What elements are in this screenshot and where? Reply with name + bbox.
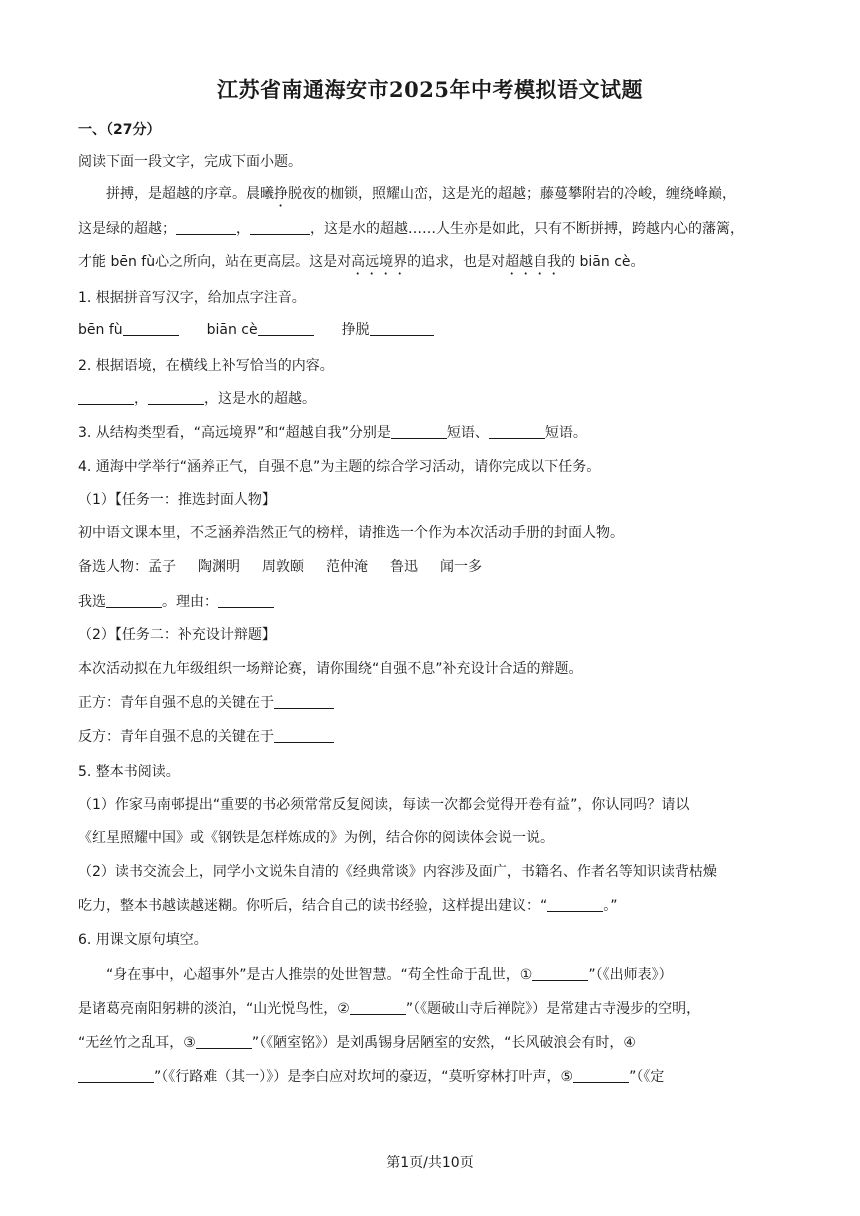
answer-blank[interactable]: [350, 1000, 406, 1015]
q6-line-4: ”（《行路难（其一）》）是李白应对坎坷的豪迈，“莫听穿林打叶声，⑤ ”（《定: [78, 1067, 788, 1087]
q5-part-2-line-2: 吃力，整本书越读越迷糊。你听后，结合自己的读书经验，这样提出建议：“ 。”: [78, 898, 618, 914]
section-heading: 一、（27分）: [78, 122, 161, 138]
con-side: 反方：青年自强不息的关键在于: [78, 727, 788, 747]
answer-blank[interactable]: [391, 424, 447, 439]
answer-blank[interactable]: [274, 728, 334, 743]
candidate: 闻一多: [440, 559, 482, 575]
q5-part-2-line-1: （2）读书交流会上，同学小文说朱自清的《经典常谈》内容涉及面广，书籍名、作者名等知识读背枯燥: [78, 864, 717, 880]
answer-blank[interactable]: [176, 220, 236, 235]
page-number: 第1页/共10页: [386, 1155, 474, 1171]
passage-line-1: 拼搏，是超越的序章。晨曦挣脱夜的枷锁，照耀山峦，这是光的超越；藤蔓攀附岩的冷峻，缠绕峰巅，: [106, 186, 736, 202]
answer-blank[interactable]: [547, 897, 603, 912]
question-5: 5. 整本书阅读。: [78, 764, 180, 780]
passage-line-3: 才能 bēn fù心之所向，站在更高层。这是对高远境界的追求，也是对超越自我的 biān cè。: [78, 254, 645, 270]
task-1-heading: （1）【任务一：推选封面人物】: [78, 492, 276, 508]
answer-blank[interactable]: [250, 220, 310, 235]
choice-line: 我选 。理由：: [78, 592, 788, 612]
answer-blank[interactable]: [489, 424, 545, 439]
answer-blank[interactable]: [370, 321, 434, 336]
reading-instruction: 阅读下面一段文字，完成下面小题。: [78, 154, 302, 170]
task-2-heading: （2）【任务二：补充设计辩题】: [78, 627, 276, 643]
passage-line-2: 这是绿的超越； ， ，这是水的超越……人生亦是如此，只有不断拼搏，跨越内心的藩篱，: [78, 221, 744, 237]
answer-blank[interactable]: [532, 966, 588, 981]
question-4: 4. 通海中学举行“涵养正气，自强不息”为主题的综合学习活动，请你完成以下任务。: [78, 459, 601, 475]
candidate: 孟子: [148, 559, 176, 575]
candidate: 周敦颐: [262, 559, 304, 575]
question-1-answers: bēn fù biān cè 挣脱: [78, 320, 788, 340]
answer-blank[interactable]: [196, 1034, 252, 1049]
answer-blank[interactable]: [123, 321, 179, 336]
candidate: 鲁迅: [390, 559, 418, 575]
candidate: 陶渊明: [198, 559, 240, 575]
question-3: 3. 从结构类型看，“高远境界”和“超越自我”分别是 短语、 短语。: [78, 425, 587, 441]
answer-blank[interactable]: [106, 593, 162, 608]
answer-blank[interactable]: [573, 1068, 629, 1083]
q6-line-2: 是诸葛亮南阳躬耕的淡泊，“山光悦鸟性，② ”（《题破山寺后禅院》）是常建古寺漫步的空明，: [78, 1001, 701, 1017]
question-2: 2. 根据语境，在横线上补写恰当的内容。: [78, 358, 334, 374]
task-1-description: 初中语文课本里，不乏涵养浩然正气的榜样，请推选一个作为本次活动手册的封面人物。: [78, 525, 624, 541]
question-2-answers: ， ，这是水的超越。: [78, 389, 788, 409]
q5-part-1-line-1: （1）作家马南邨提出“重要的书必须常常反复阅读，每读一次都会觉得开卷有益”，你认同吗？请以: [78, 797, 690, 813]
dotted-char: 挣: [274, 186, 288, 202]
answer-blank[interactable]: [78, 390, 134, 405]
pro-side: 正方：青年自强不息的关键在于: [78, 693, 788, 713]
candidate: 范仲淹: [326, 559, 368, 575]
answer-blank[interactable]: [274, 694, 334, 709]
q6-line-3: “无丝竹之乱耳，③ ”（《陋室铭》）是刘禹锡身居陋室的安然，“长风破浪会有时，④: [78, 1035, 636, 1051]
page-title: 江苏省南通海安市2025年中考模拟语文试题: [217, 77, 643, 102]
answer-blank[interactable]: [258, 321, 314, 336]
question-1: 1. 根据拼音写汉字，给加点字注音。: [78, 290, 306, 306]
answer-blank[interactable]: [148, 390, 204, 405]
question-6: 6. 用课文原句填空。: [78, 932, 208, 948]
answer-blank[interactable]: [78, 1068, 154, 1083]
task-2-description: 本次活动拟在九年级组织一场辩论赛，请你围绕“自强不息”补充设计合适的辩题。: [78, 661, 583, 677]
answer-blank[interactable]: [218, 593, 274, 608]
q5-part-1-line-2: 《红星照耀中国》或《钢铁是怎样炼成的》为例，结合你的阅读体会说一说。: [78, 830, 554, 846]
q6-line-1: “身在事中，心超事外”是古人推崇的处世智慧。“苟全性命于乱世，① ”（《出师表》）: [106, 967, 673, 983]
candidate-list: 备选人物：孟子 陶渊明 周敦颐 范仲淹 鲁迅 闻一多: [78, 559, 482, 575]
